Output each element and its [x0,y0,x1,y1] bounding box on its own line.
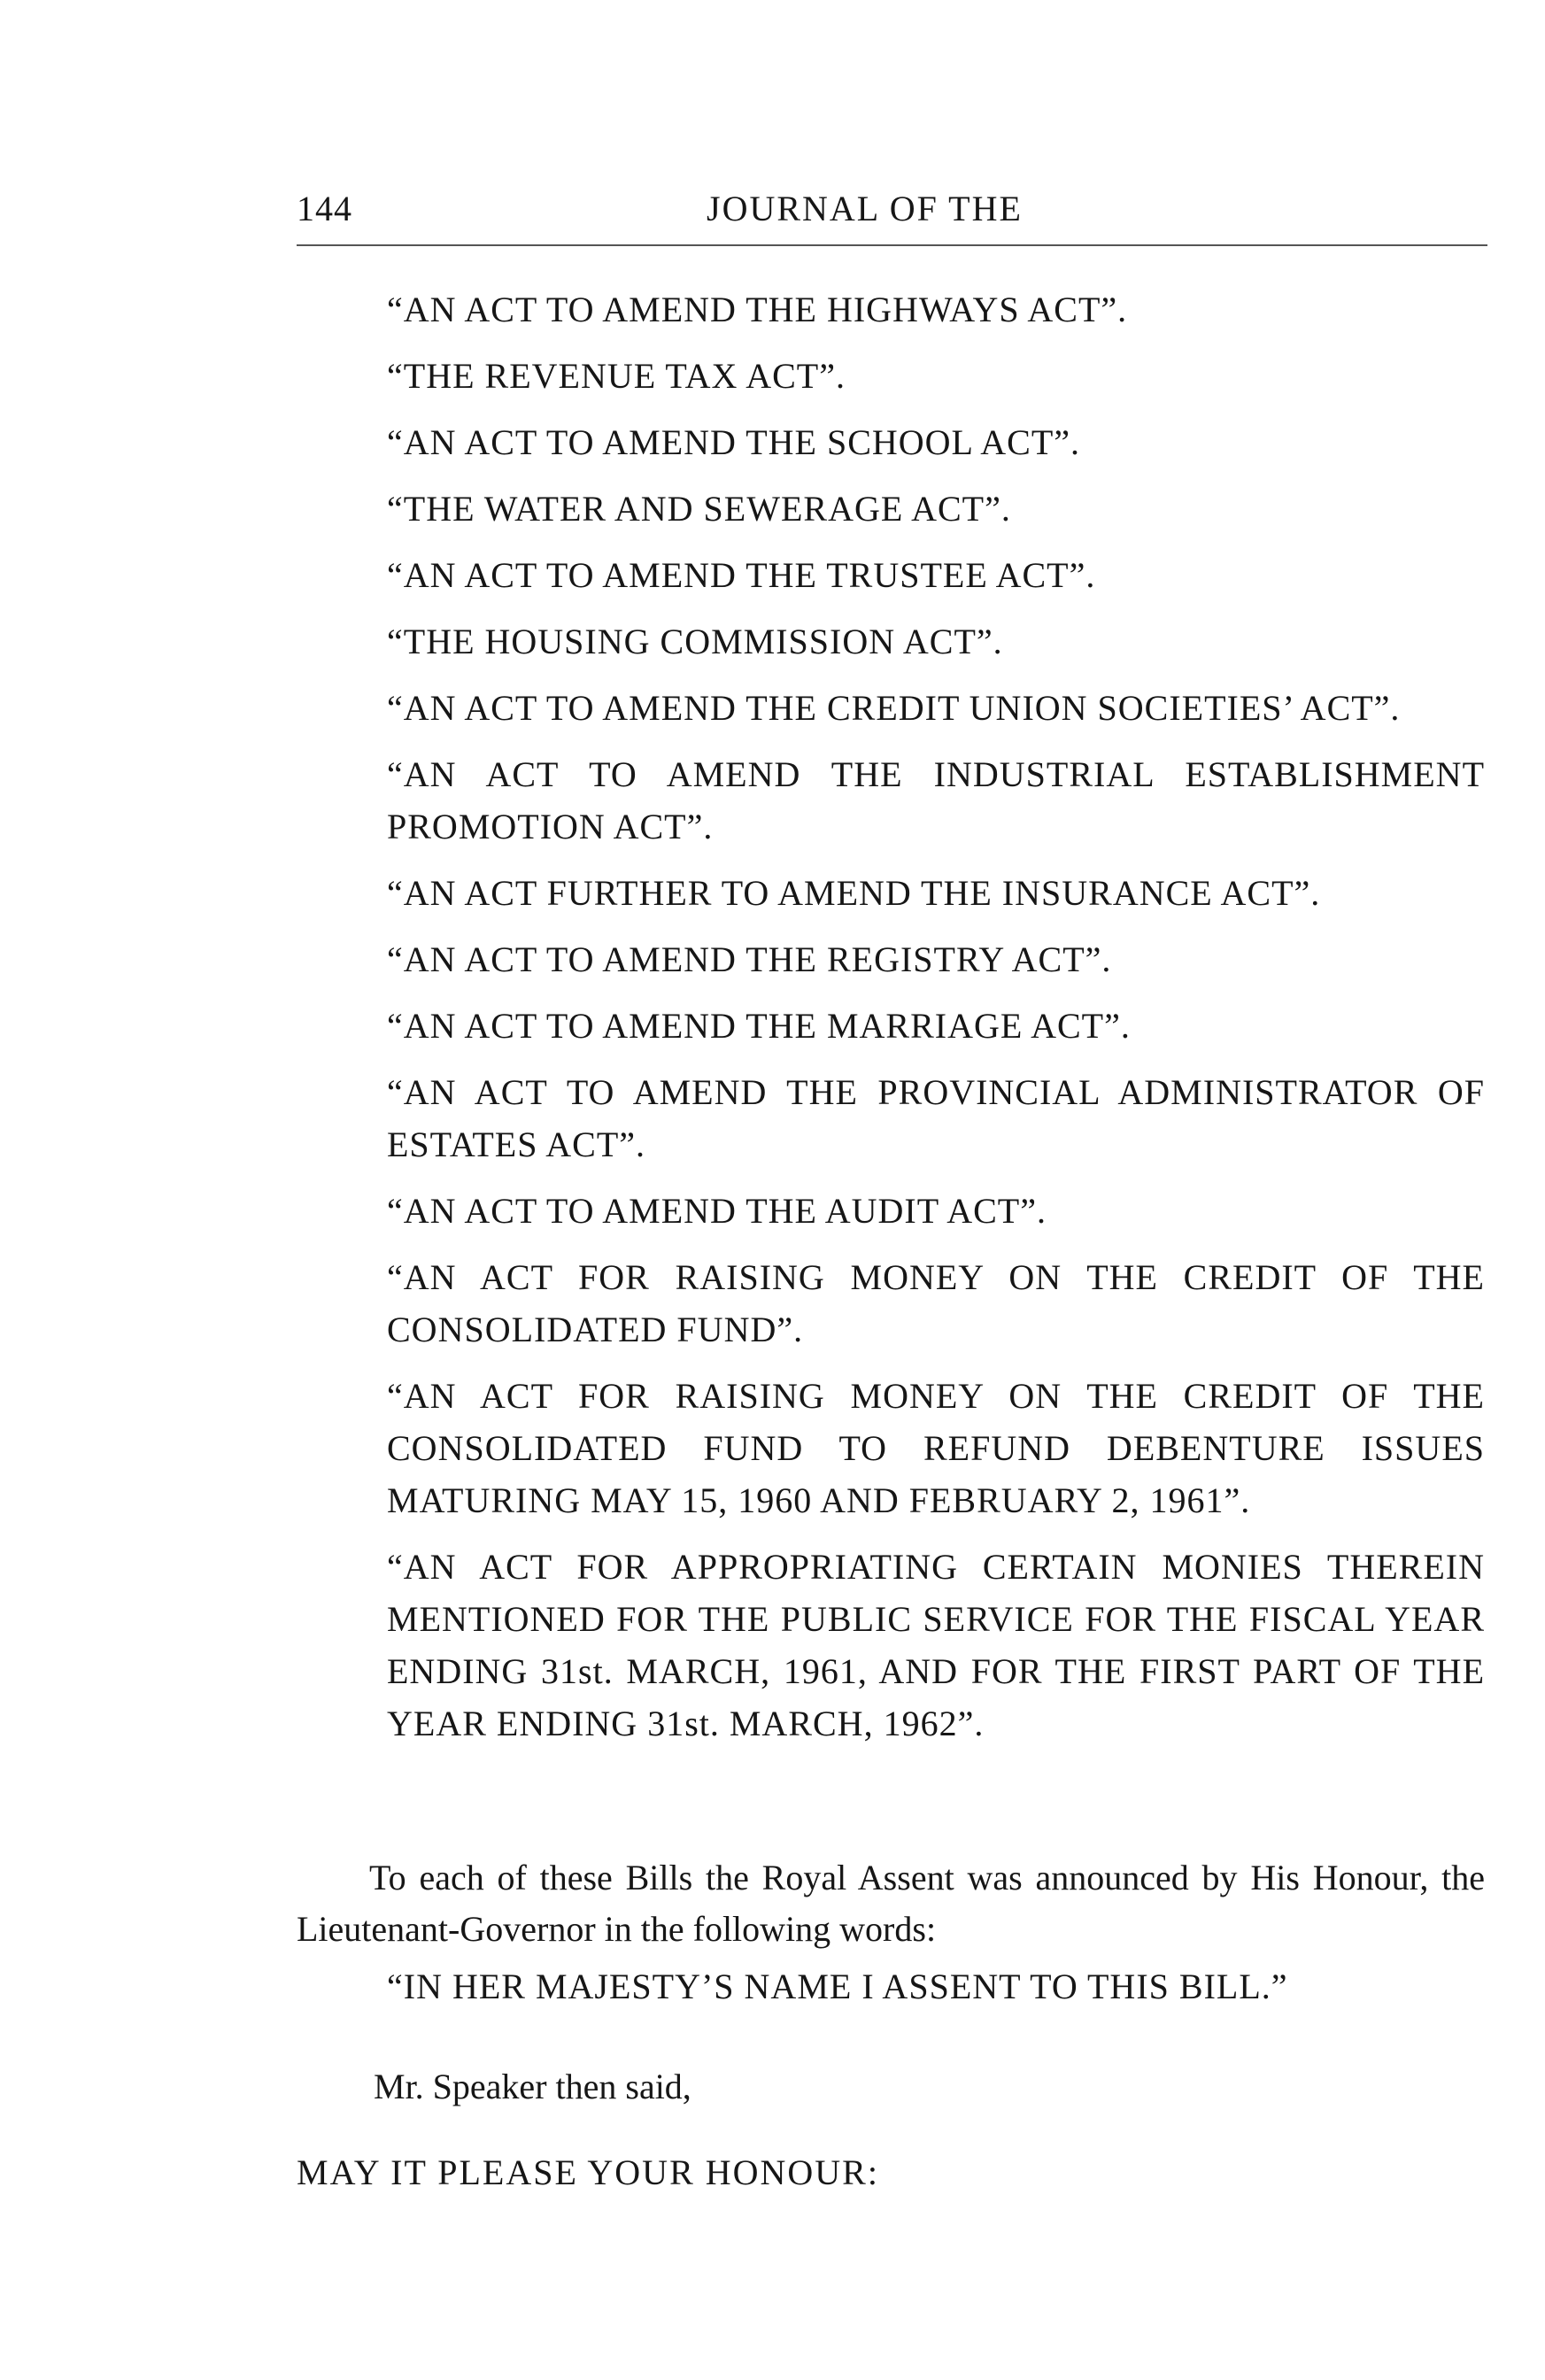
running-head: JOURNAL OF THE [707,189,1023,228]
bill-title: “AN ACT TO AMEND THE SCHOOL ACT”. [387,422,1081,462]
bill-title: “AN ACT FOR APPROPRIATING CERTAIN MONIES THEREIN MENTIONED FOR THE PUBLIC SERVICE FOR THE FISCAL YEAR ENDING 31st. MARCH, 1961, AND FOR THE FIRST PART OF THE YEAR ENDING 31st. MARCH, 1962”. [387,1547,1485,1743]
assent-words: “IN HER MAJESTY’S NAME I ASSENT TO THIS BILL.” [387,1967,1288,2006]
bill-title: “AN ACT TO AMEND THE HIGHWAYS ACT”. [387,290,1128,329]
bill-title: “THE REVENUE TAX ACT”. [387,356,846,396]
bill-title: “AN ACT TO AMEND THE MARRIAGE ACT”. [387,1006,1131,1046]
bill-title: “AN ACT TO AMEND THE TRUSTEE ACT”. [387,555,1096,595]
bill-title: “AN ACT FURTHER TO AMEND THE INSURANCE ACT”. [387,873,1321,913]
page-number: 144 [297,189,352,228]
bill-title: “AN ACT FOR RAISING MONEY ON THE CREDIT OF THE CONSOLIDATED FUND TO REFUND DEBENTURE ISSUES MATURING MAY 15, 1960 AND FEBRUARY 2, 1961”. [387,1376,1485,1520]
bill-title: “THE HOUSING COMMISSION ACT”. [387,622,1003,661]
bill-title: “AN ACT TO AMEND THE REGISTRY ACT”. [387,939,1112,979]
bill-title: “AN ACT TO AMEND THE CREDIT UNION SOCIETIES’ ACT”. [387,688,1401,728]
speaker-statement: Mr. Speaker then said, [374,2067,691,2106]
bill-title: “AN ACT TO AMEND THE PROVINCIAL ADMINISTRATOR OF ESTATES ACT”. [387,1072,1485,1164]
bill-list [387,283,1485,1764]
bill-title: “AN ACT FOR RAISING MONEY ON THE CREDIT OF THE CONSOLIDATED FUND”. [387,1257,1485,1349]
assent-paragraph: To each of these Bills the Royal Assent was announced by His Honour, the Lieutenant-Governor in the following words: [297,1858,1485,1949]
bill-title: “AN ACT TO AMEND THE INDUSTRIAL ESTABLISHMENT PROMOTION ACT”. [387,754,1485,846]
page-header [297,188,1487,241]
header-rule [297,244,1487,246]
bill-title: “THE WATER AND SEWERAGE ACT”. [387,489,1011,529]
bill-title: “AN ACT TO AMEND THE AUDIT ACT”. [387,1191,1047,1231]
address-line: MAY IT PLEASE YOUR HONOUR: [297,2152,879,2192]
